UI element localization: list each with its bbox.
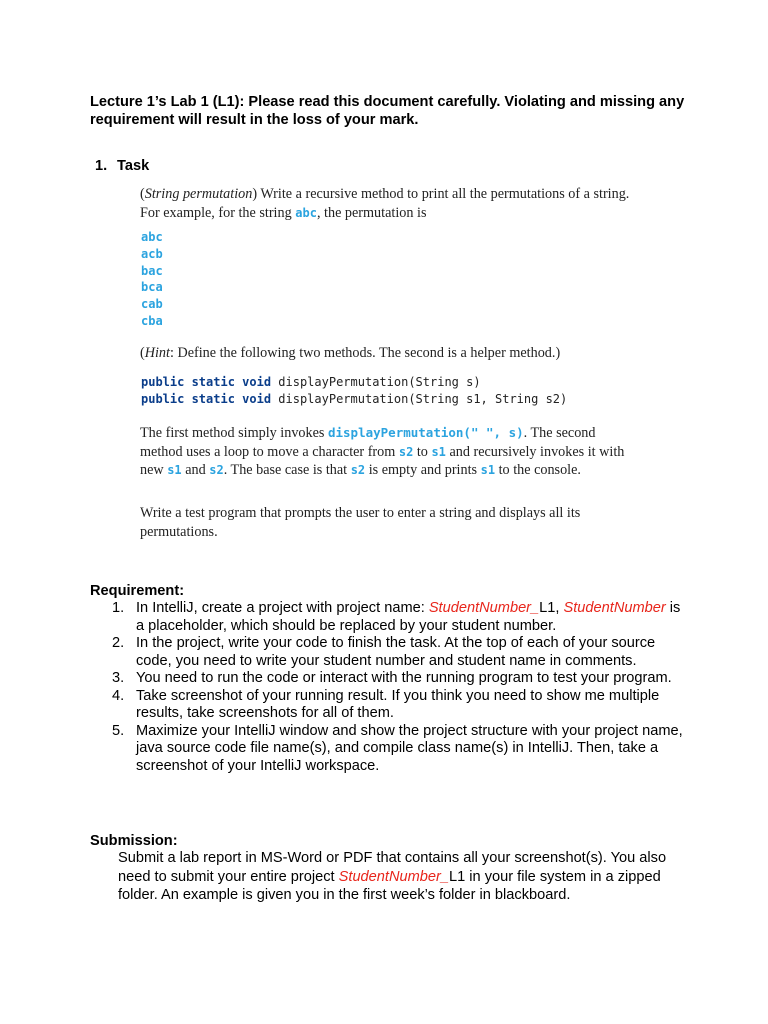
desc-text: to the console. <box>495 462 581 478</box>
list-number: 5. <box>112 722 125 739</box>
document-title: Lecture 1’s Lab 1 (L1): Please read this document carefully. Violating and missing any requirement will result in the loss of your mark. <box>90 94 685 128</box>
desc-code: s2 <box>350 463 366 477</box>
intro-text-end: , the permutation is <box>316 204 427 221</box>
desc-code: s1 <box>167 463 182 477</box>
task-heading-label: Task <box>117 158 150 174</box>
permutation-item: acb <box>141 246 163 261</box>
requirement-list <box>90 600 690 775</box>
desc-text: . The second method uses a loop to move a character from <box>140 425 596 460</box>
submission-body: Submit a lab report in MS-Word or PDF that contains all your screenshot(s). You also need to submit your entire project <box>118 850 667 885</box>
hint-text: (Hint: Define the following two methods. The second is a helper method.) <box>140 345 561 361</box>
item-text: You need to run the code or interact with the running program to test your program. <box>136 670 672 686</box>
permutation-item: abc <box>141 230 163 244</box>
submission-body: L1 in your file system in a zipped folder. An example is given you in the first week’s folder in blackboard. <box>118 868 661 903</box>
desc-text: to <box>413 443 432 460</box>
desc-code: s2 <box>398 444 414 459</box>
item-text: Maximize your IntelliJ window and show the project structure with your project name, java source code file name(s), and compile class name(s) in IntelliJ. Then, take a screenshot of your IntelliJ workspace. <box>136 722 683 774</box>
permutation-item: bac <box>141 263 163 278</box>
item-text: is a placeholder, which should be replaced by your student number. <box>136 600 681 634</box>
permutation-list <box>141 229 163 330</box>
code-keyword: public static void <box>141 375 272 389</box>
placeholder-text: StudentNumber_ <box>428 600 540 616</box>
desc-code: s2 <box>209 463 224 477</box>
requirement-heading: Requirement: <box>90 583 185 599</box>
hint-label: Hint <box>144 345 170 361</box>
intro-code: abc <box>295 205 317 220</box>
submission-text <box>118 849 678 905</box>
desc-text: and recursively invokes it with new <box>140 443 625 478</box>
list-number: 4. <box>112 687 125 704</box>
permutation-item: cba <box>141 313 163 328</box>
intro-text: Write a recursive method to print all the permutations of a string. For example, for the string <box>140 186 630 221</box>
list-number: 3. <box>112 670 125 686</box>
test-program-text: Write a test program that prompts the user to enter a string and displays all its permutations. <box>140 505 581 540</box>
code-line-2 <box>141 391 567 408</box>
code-keyword: public static void <box>141 391 272 406</box>
permutation-item: cab <box>141 297 163 312</box>
permutation-item: bca <box>141 280 163 295</box>
task-heading <box>95 157 149 175</box>
desc-code: s1 <box>431 444 446 459</box>
list-item <box>90 688 690 723</box>
item-text: Take screenshot of your running result. If you think you need to show me multiple results, take screenshots for all of them. <box>136 687 660 721</box>
item-text: In the project, write your code to finish the task. At the top of each of your source code, you need to write your student number and student name in comments. <box>136 635 656 669</box>
list-item <box>90 723 690 776</box>
task-number: 1. <box>95 158 108 174</box>
item-text: L1, <box>539 600 564 616</box>
method-signatures <box>141 374 567 408</box>
code-rest: displayPermutation(String s) <box>271 375 481 389</box>
submission-heading: Submission: <box>90 833 178 849</box>
list-number: 1. <box>112 600 125 616</box>
list-item <box>90 600 690 635</box>
placeholder-text: StudentNumber_ <box>338 868 449 885</box>
list-number: 2. <box>112 635 125 651</box>
placeholder-text: StudentNumber <box>563 600 666 616</box>
desc-code: displayPermutation(" ", s) <box>327 425 524 440</box>
desc-code: s1 <box>480 463 496 477</box>
intro-label: String permutation <box>144 186 253 202</box>
desc-text: is empty and prints <box>365 462 481 478</box>
list-item <box>90 635 690 670</box>
desc-text: . The base case is that <box>223 462 351 478</box>
method-description <box>140 424 640 480</box>
desc-text: and <box>181 462 210 478</box>
task-intro: (String permutation) Write a recursive method to print all the permutations of a string. For example, for the string abc, the permutation is <box>140 186 630 221</box>
code-line-1 <box>141 374 567 391</box>
code-rest: displayPermutation(String s1, String s2) <box>271 391 568 406</box>
desc-text: The first method simply invokes <box>140 425 328 441</box>
list-item <box>90 670 690 688</box>
item-text: In IntelliJ, create a project with project name: <box>136 600 429 616</box>
hint-body: : Define the following two methods. The second is a helper method.) <box>169 345 561 361</box>
